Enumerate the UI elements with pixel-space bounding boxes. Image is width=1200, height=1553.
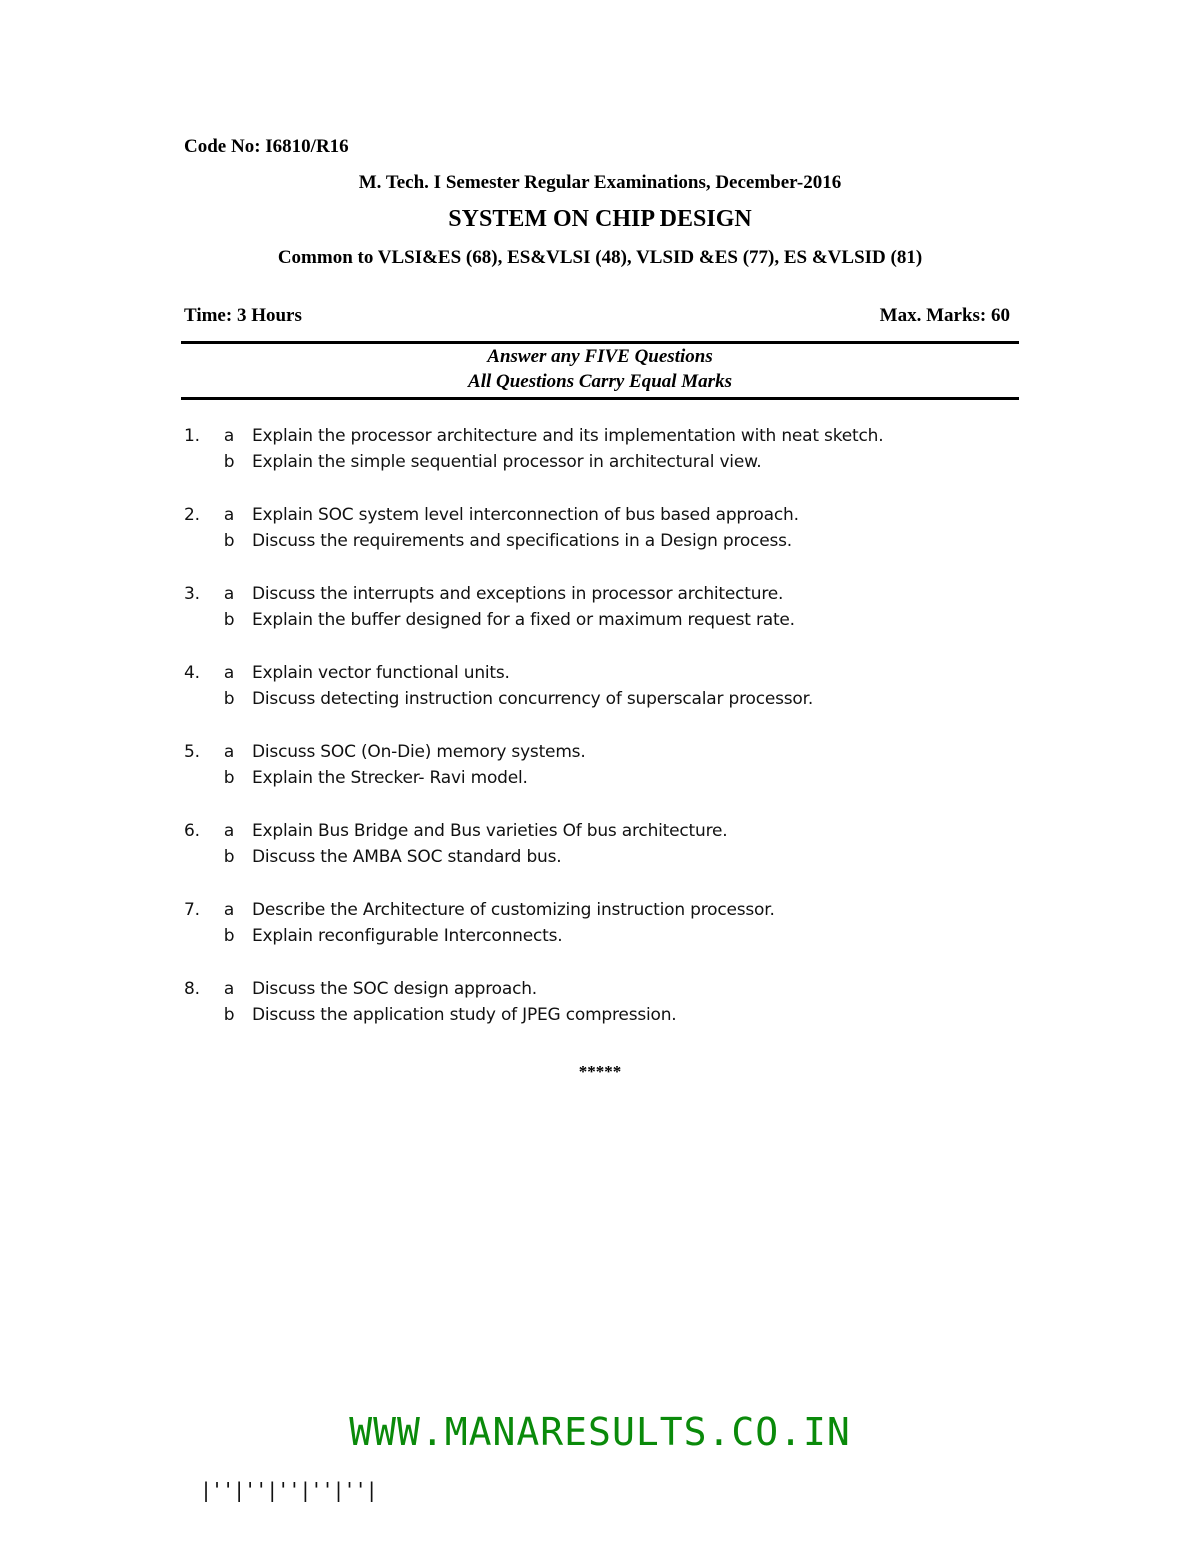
question-text: Explain the buffer designed for a fixed or maximum request rate. xyxy=(252,610,795,630)
part-label: b xyxy=(223,1005,235,1025)
question-text: Explain SOC system level interconnection of bus based approach. xyxy=(252,505,799,525)
part-label: a xyxy=(223,505,235,525)
exam-title: M. Tech. I Semester Regular Examinations, December-2016 xyxy=(358,172,842,193)
part-label: a xyxy=(223,584,235,604)
question-number: 1. xyxy=(184,426,200,446)
question-7 xyxy=(184,900,1024,979)
question-text: Discuss the AMBA SOC standard bus. xyxy=(252,847,562,867)
part-label: a xyxy=(223,979,235,999)
part-label: b xyxy=(223,926,235,946)
question-4 xyxy=(184,663,1024,742)
instruction-line-1: Answer any FIVE Questions xyxy=(487,346,713,367)
part-label: a xyxy=(223,663,235,683)
part-label: b xyxy=(223,452,235,472)
question-text: Discuss SOC (On-Die) memory systems. xyxy=(252,742,586,762)
part-label: b xyxy=(223,610,235,630)
question-number: 4. xyxy=(184,663,200,683)
question-text: Explain Bus Bridge and Bus varieties Of bus architecture. xyxy=(252,821,728,841)
website-watermark: WWW.MANARESULTS.CO.IN xyxy=(349,1410,851,1454)
question-text: Discuss the requirements and specifications in a Design process. xyxy=(252,531,792,551)
question-text: Discuss the application study of JPEG compression. xyxy=(252,1005,677,1025)
question-2 xyxy=(184,505,1024,584)
part-label: a xyxy=(223,821,235,841)
question-number: 6. xyxy=(184,821,200,841)
question-number: 2. xyxy=(184,505,200,525)
part-label: b xyxy=(223,847,235,867)
question-6 xyxy=(184,821,1024,900)
question-number: 8. xyxy=(184,979,200,999)
question-text: Explain reconfigurable Interconnects. xyxy=(252,926,563,946)
part-label: a xyxy=(223,742,235,762)
part-label: a xyxy=(223,900,235,920)
question-text: Explain the simple sequential processor in architectural view. xyxy=(252,452,762,472)
top-rule xyxy=(181,341,1019,344)
question-text: Discuss the interrupts and exceptions in processor architecture. xyxy=(252,584,784,604)
time-allowed: Time: 3 Hours xyxy=(184,305,302,326)
code-number: Code No: I6810/R16 xyxy=(184,136,349,157)
question-5 xyxy=(184,742,1024,821)
subject-title: SYSTEM ON CHIP DESIGN xyxy=(448,206,752,232)
question-text: Explain vector functional units. xyxy=(252,663,510,683)
bottom-rule xyxy=(181,397,1019,400)
question-number: 5. xyxy=(184,742,200,762)
question-number: 3. xyxy=(184,584,200,604)
question-1 xyxy=(184,426,1024,505)
barcode-marks: |''|''|''|''|''| xyxy=(200,1478,377,1502)
common-to-line: Common to VLSI&ES (68), ES&VLSI (48), VLSID &ES (77), ES &VLSID (81) xyxy=(277,247,923,268)
question-text: Explain the Strecker- Ravi model. xyxy=(252,768,528,788)
question-list xyxy=(184,426,1024,1058)
question-number: 7. xyxy=(184,900,200,920)
part-label: a xyxy=(223,426,235,446)
instruction-line-2: All Questions Carry Equal Marks xyxy=(468,371,732,392)
end-stars: ***** xyxy=(578,1062,622,1081)
part-label: b xyxy=(223,689,235,709)
question-text: Discuss the SOC design approach. xyxy=(252,979,538,999)
part-label: b xyxy=(223,531,235,551)
part-label: b xyxy=(223,768,235,788)
max-marks: Max. Marks: 60 xyxy=(879,305,1010,326)
question-text: Describe the Architecture of customizing instruction processor. xyxy=(252,900,775,920)
question-8 xyxy=(184,979,1024,1058)
question-text: Explain the processor architecture and its implementation with neat sketch. xyxy=(252,426,884,446)
question-3 xyxy=(184,584,1024,663)
question-text: Discuss detecting instruction concurrency of superscalar processor. xyxy=(252,689,814,709)
